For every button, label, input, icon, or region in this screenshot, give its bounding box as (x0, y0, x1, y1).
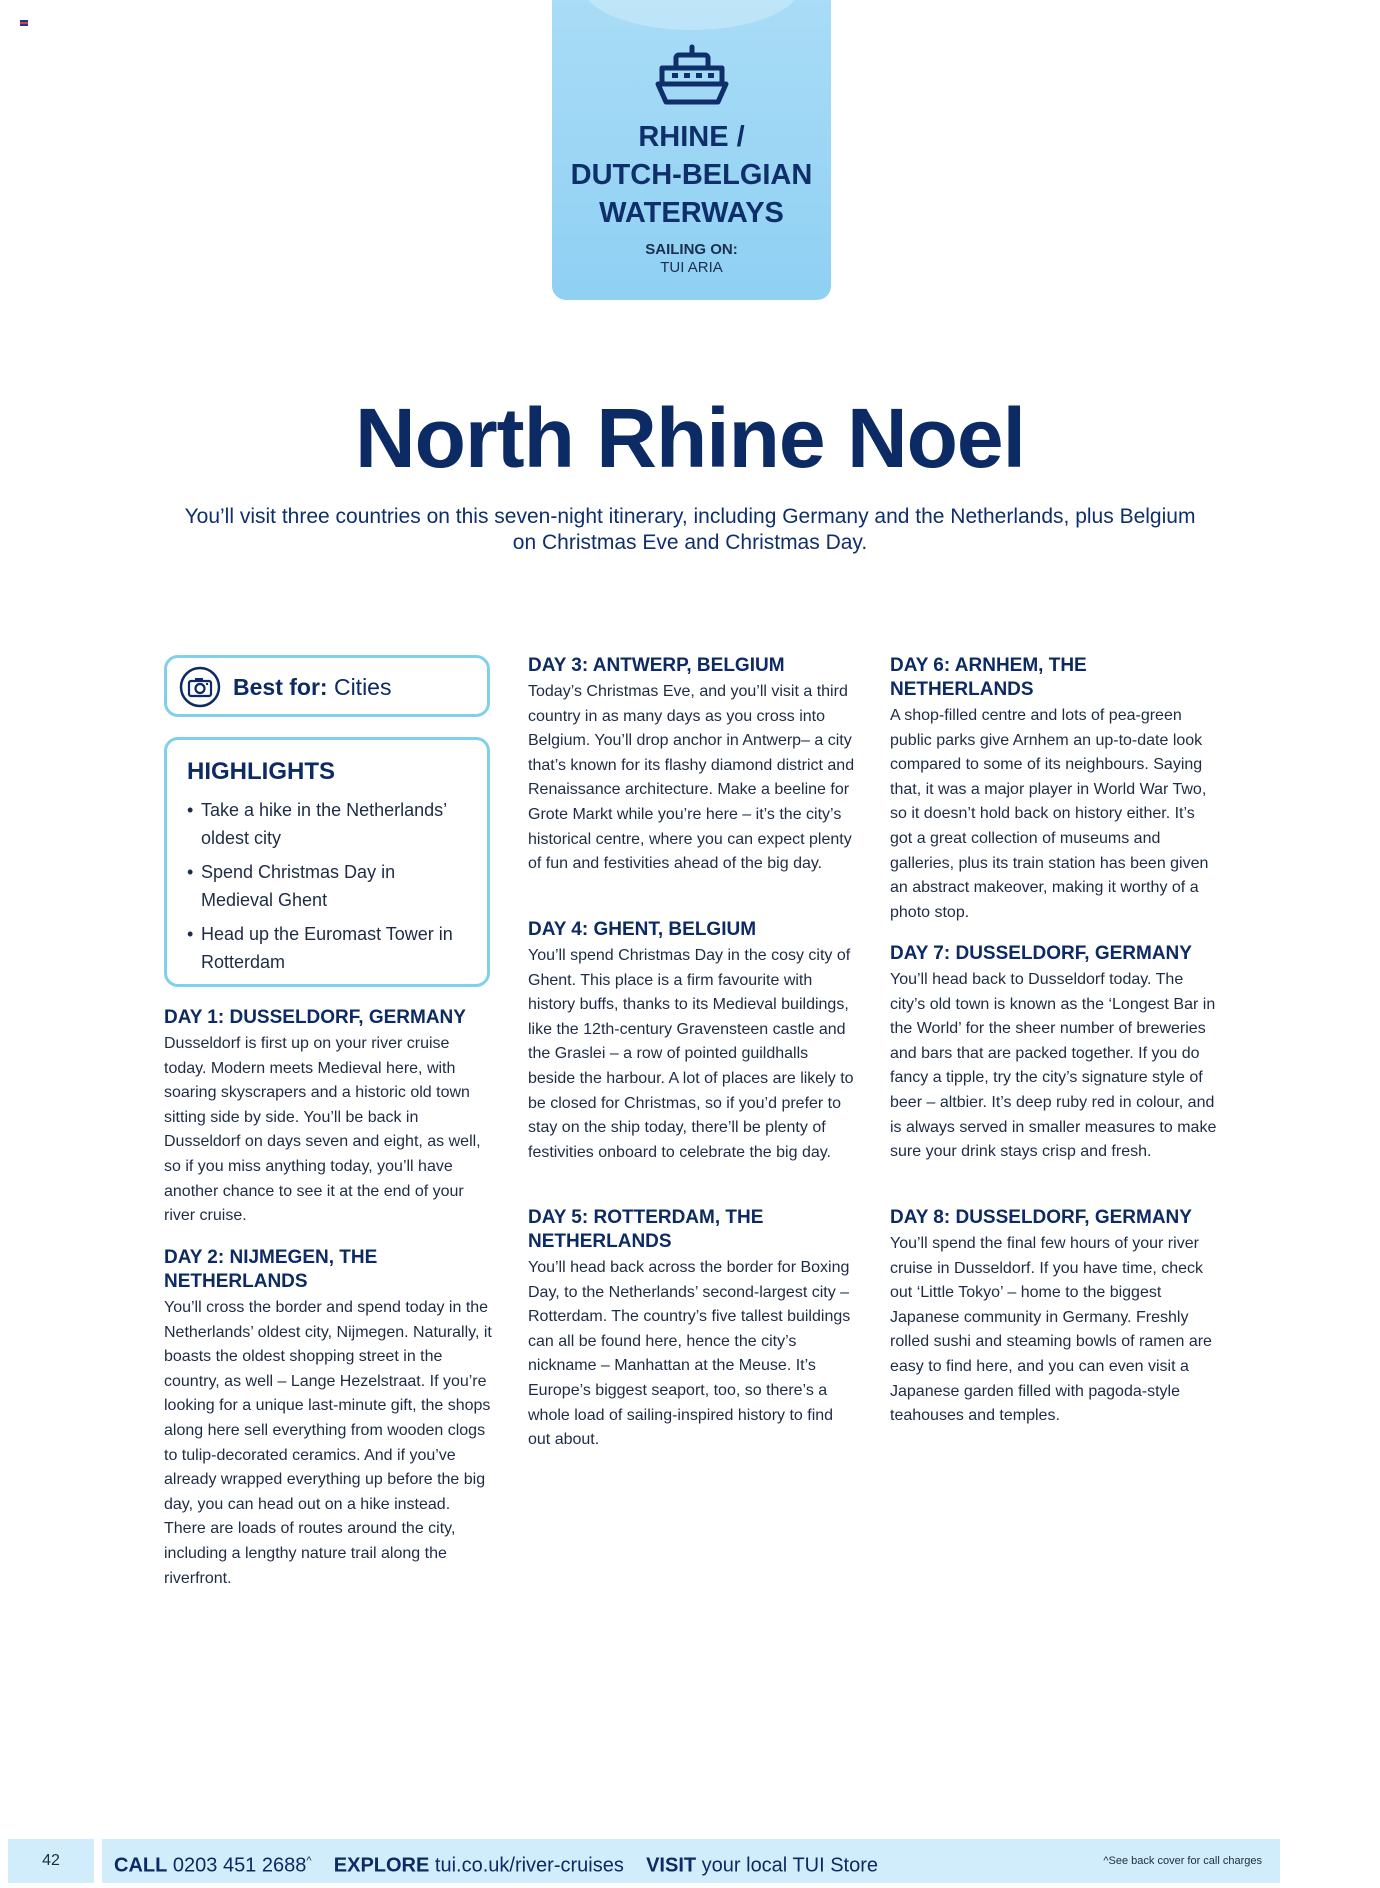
route-tab (552, 0, 831, 300)
day-2-text: You’ll cross the border and spend today in the Netherlands’ oldest city, Nijmegen. Naturally, it boasts the oldest shopping street in the country, as well – Lange Hezelstraat. If you’re looking for a unique last-minute gift, the shops along here sell everything from wooden clogs to tulip-decorated ceramics. And if you’ve already wrapped everything up before the big day, you can head out on a hike instead. There are loads of routes around the city, including a lengthy nature trail along the riverfront. (164, 1299, 492, 1587)
day-7-section (890, 942, 1220, 1165)
day-5-section (528, 1206, 858, 1453)
day-3-section (528, 654, 858, 877)
day-5-title: DAY 5: ROTTERDAM, THE NETHERLANDS (528, 1207, 764, 1252)
ship-icon (652, 44, 732, 106)
day-1-section (164, 1006, 494, 1229)
route-title-line: DUTCH-BELGIAN (570, 159, 813, 191)
page-number: 42 (42, 1852, 60, 1869)
day-8-section (890, 1206, 1220, 1429)
day-8-text: You’ll spend the final few hours of your river cruise in Dusseldorf. If you have time, check out ‘Little Tokyo’ – home to the biggest Japanese community in Germany. Freshly rolled sushi and steaming bowls of ramen are easy to find here, and you can even visit a Japanese garden filled with pagoda-style teahouses and temples. (890, 1235, 1212, 1425)
day-7-text: You’ll head back to Dusseldorf today. The city’s old town is known as the ‘Longest Bar in the World’ for the sheer number of breweries and bars that are packed together. If you do fancy a tipple, try the city’s signature style of beer – altbier. It’s deep ruby red in colour, and is always served in smaller measures to make sure your drink stays crisp and fresh. (890, 971, 1217, 1161)
tab-arc-decoration (582, 0, 801, 30)
best-for-box (164, 655, 490, 717)
highlights-list (187, 796, 469, 976)
highlight-item: • Spend Christmas Day in Medieval Ghent (187, 858, 469, 914)
call-charges-note: ^See back cover for call charges (1103, 1855, 1262, 1867)
highlight-item: • Head up the Euromast Tower in Rotterdam (187, 920, 469, 976)
explore-label: EXPLORE (333, 1854, 430, 1877)
day-2-section (164, 1246, 494, 1591)
day-4-section (528, 918, 858, 1165)
day-3-title: DAY 3: ANTWERP, BELGIUM (528, 655, 785, 676)
visit-text: your local TUI Store (701, 1854, 879, 1877)
ship-name: TUI ARIA (660, 259, 723, 276)
day-2-title: DAY 2: NIJMEGEN, THE NETHERLANDS (164, 1247, 378, 1292)
day-5-text: You’ll head back across the border for Boxing Day, to the Netherlands’ second-largest city – Rotterdam. The country’s five tallest buildings can all be found here, hence the city’s nickname – Manhattan at the Meuse. It’s Europe’s biggest seaport, too, so there’s a whole load of sailing-inspired history to find out about. (528, 1259, 851, 1449)
highlights-title: HIGHLIGHTS (187, 758, 335, 785)
call-number[interactable]: 0203 451 2688 (172, 1854, 307, 1877)
page-number-box (8, 1839, 94, 1883)
page-title: North Rhine Noel (355, 391, 1025, 485)
footer-bar (102, 1839, 1280, 1883)
day-6-title: DAY 6: ARNHEM, THE NETHERLANDS (890, 655, 1087, 700)
explore-link[interactable]: tui.co.uk/river-cruises (434, 1854, 624, 1877)
day-1-title: DAY 1: DUSSELDORF, GERMANY (164, 1007, 466, 1028)
sailing-label: SAILING ON: (645, 241, 738, 258)
route-title-line: WATERWAYS (599, 197, 784, 229)
day-1-text: Dusseldorf is first up on your river cruise today. Modern meets Medieval here, with soaring skyscrapers and a historic old town sitting side by side. You’ll be back in Dusseldorf on days seven and eight, as well, so if you miss anything today, you’ll have another chance to see it at the end of your river cruise. (164, 1035, 481, 1225)
best-for-value: Cities (333, 674, 392, 700)
route-title-line: RHINE / (638, 121, 745, 153)
call-label: CALL (114, 1854, 168, 1877)
day-6-section (890, 654, 1220, 925)
route-title (552, 118, 831, 232)
day-4-text: You’ll spend Christmas Day in the cosy city of Ghent. This place is a firm favourite with history buffs, thanks to its Medieval buildings, like the 12th-century Gravensteen castle and the Graslei – a row of pointed guildhalls beside the harbour. A lot of places are likely to be closed for Christmas, so if you’d prefer to stay on the ship today, there’ll be plenty of festivities onboard to celebrate the big day. (528, 947, 854, 1161)
highlights-box (164, 737, 490, 987)
camera-icon (179, 666, 221, 708)
visit-label: VISIT (646, 1854, 697, 1877)
best-for-text (233, 674, 391, 701)
intro-text: You’ll visit three countries on this seven-night itinerary, including Germany and the Netherlands, plus Belgium on Christmas Eve and Christmas Day. (184, 505, 1196, 554)
day-7-title: DAY 7: DUSSELDORF, GERMANY (890, 943, 1192, 964)
call-mark: ^ (306, 1855, 312, 1867)
day-3-text: Today’s Christmas Eve, and you’ll visit a third country in as many days as you cross into Belgium. You’ll drop anchor in Antwerp– a city that’s known for its flashy diamond district and Renaissance architecture. Make a beeline for Grote Markt while you’re here – it’s the city’s historical centre, where you can expect plenty of fun and festivities ahead of the big day. (528, 683, 855, 873)
day-4-title: DAY 4: GHENT, BELGIUM (528, 919, 757, 940)
footer-contact-line (114, 1839, 878, 1883)
day-6-text: A shop-filled centre and lots of pea-green public parks give Arnhem an up-to-date look compared to some of its neighbours. Saying that, it was a major player in World War Two, so it doesn’t hold back on history either. It’s got a great collection of museums and galleries, plus its train station has been given an abstract makeover, making it worthy of a photo stop. (890, 707, 1209, 921)
day-8-title: DAY 8: DUSSELDORF, GERMANY (890, 1207, 1192, 1228)
corner-flag-icon (20, 20, 28, 26)
best-for-label: Best for: (233, 674, 328, 700)
highlight-item: • Take a hike in the Netherlands’ oldest city (187, 796, 469, 852)
